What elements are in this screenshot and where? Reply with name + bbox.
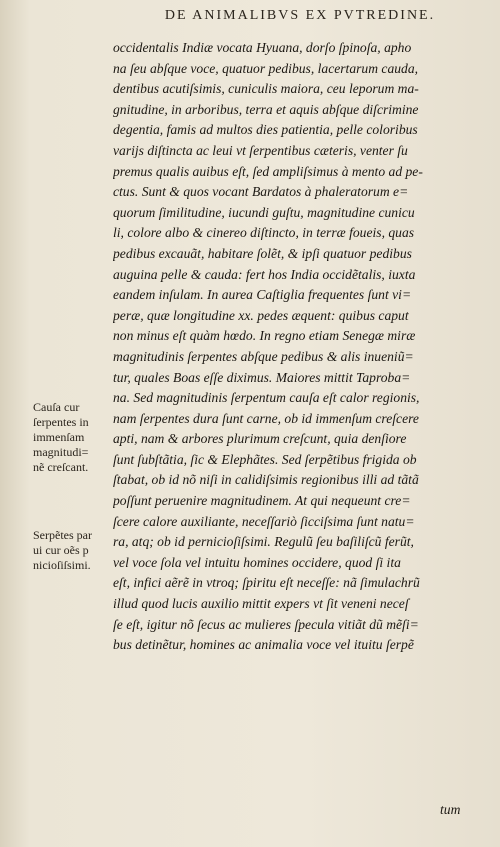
marginal-note-line: immenſam <box>33 430 85 444</box>
text-line: non minus eſt quàm hœdo. In regno etiam Senegæ miræ <box>113 328 416 344</box>
text-line: ſtabat, ob id nõ niſi in calidiſsimis regionibus illi ad tãtã <box>113 472 419 488</box>
text-line: gnitudine, in arboribus, terra et aquis abſque diſcrimine <box>113 101 419 117</box>
text-line: ra, atq; ob id pernicioſiſsimi. Regulũ ſeu baſiliſcũ ferũt, <box>113 534 414 550</box>
text-line: varijs diſtincta ac leui vt ſerpentibus cæteris, venter ſu <box>113 142 408 158</box>
text-line: li, colore albo & cinereo diſtincto, in terræ foueis, quas <box>113 225 415 241</box>
marginal-note-line: Cauſa cur <box>33 400 80 414</box>
main-text <box>113 38 483 656</box>
text-line: premus qualis auibus eſt, ſed ampliſsimus à mento ad pe- <box>113 163 423 179</box>
marginal-note-line: nicioſiſsimi. <box>33 558 91 572</box>
text-line: dentibus acutiſsimis, cuniculis maiora, ceu leporum ma- <box>113 81 419 97</box>
marginal-note-line: magnitudi= <box>33 445 89 459</box>
marginal-note-line: nẽ creſcant. <box>33 460 89 474</box>
catchword: tum <box>440 802 461 817</box>
marginal-note-line: ui cur oẽs p <box>33 543 89 557</box>
text-line: magnitudinis ſerpentes abſque pedibus & alis inueniũ= <box>113 348 414 364</box>
text-line: ſcere calore auxiliante, neceſſariò ſicciſsima ſunt natu= <box>113 513 415 529</box>
text-line: na. Sed magnitudinis ſerpentum cauſa eſt calor regionis, <box>113 390 420 406</box>
text-line: vel voce ſola vel intuitu homines occidere, quod ſi ita <box>113 554 401 570</box>
text-line: eandem inſulam. In aurea Caſtiglia frequentes ſunt vi= <box>113 287 412 303</box>
text-line: auguina pelle & cauda: fert hos India occidẽtalis, iuxta <box>113 266 416 282</box>
marginal-note-serpent-size <box>33 400 115 475</box>
running-head: DE ANIMALIBVS EX PVTREDINE. <box>164 8 436 23</box>
text-line: illud quod lucis auxilio mittit expers vt ſit veneni neceſ <box>113 596 409 612</box>
marginal-note-line: Serpẽtes par <box>33 528 92 542</box>
text-line: nam ſerpentes dura ſunt carne, ob id immenſum creſcere <box>113 410 419 426</box>
text-line: poſſunt peruenire magnitudinem. At qui nequeunt cre= <box>113 493 411 509</box>
text-line: ſunt ſubſtãtia, ſic & Elephãtes. Sed ſerpẽtibus frigida ob <box>113 451 417 467</box>
text-line: ctus. Sunt & quos vocant Bardatos à phaleratorum e= <box>113 184 409 200</box>
text-line: eſt, infici aẽrẽ in vtroq; ſpiritu eſt neceſſe: nã ſimulachrũ <box>113 575 420 591</box>
text-line: quorum ſimilitudine, iucundi guſtu, magnitudine cunicu <box>113 204 415 220</box>
text-line: occidentalis Indiæ vocata Hyuana, dorſo ſpinoſa, apho <box>113 40 412 55</box>
text-line: pedibus excauãt, habitare ſolẽt, & ipſi quatuor pedibus <box>113 245 412 261</box>
text-line: bus detinẽtur, homines ac animalia voce vel ituitu ſerpẽ <box>113 637 414 653</box>
marginal-note-small-serpents <box>33 528 115 573</box>
marginal-note-line: ſerpentes in <box>33 415 89 429</box>
text-line: peræ, quæ longitudine xx. pedes æquent: quibus caput <box>113 307 409 323</box>
text-line: degentia, famis ad multos dies patientia, pelle coloribus <box>113 122 418 138</box>
text-line: tur, quales Boas eſſe diximus. Maiores mittit Taproba= <box>113 369 411 385</box>
text-line: ſe eſt, igitur nõ ſecus ac mulieres ſpecula vitiãt dũ mẽſi= <box>113 616 419 632</box>
text-line: na ſeu abſque voce, quatuor pedibus, lacertarum cauda, <box>113 60 419 76</box>
text-line: apti, nam & arbores plurimum creſcunt, quia denſiore <box>113 431 407 447</box>
